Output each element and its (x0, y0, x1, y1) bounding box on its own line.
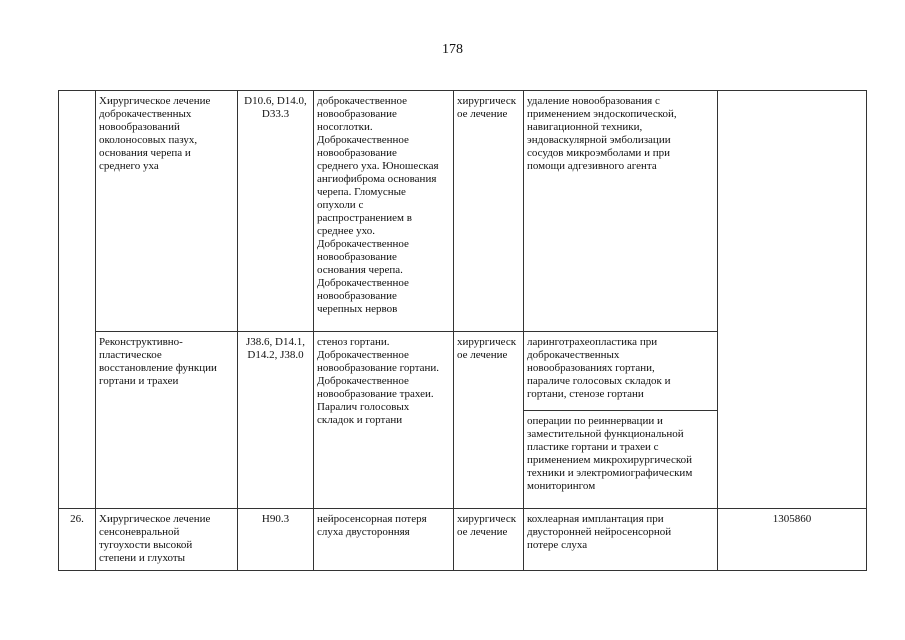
price-cell: 1305860 (718, 509, 867, 571)
name-cell: Реконструктивно- пластическое восстановление функции гортани и трахеи (96, 332, 238, 509)
codes-cell: H90.3 (238, 509, 314, 571)
table-row (59, 509, 867, 571)
method-cell: операции по реиннервации и заместительной функциональной пластике гортани и трахеи с применением микрохирургической техники и электромиографическим мониторингом (524, 411, 718, 509)
model-cell: нейросенсорная потеря слуха двусторонняя (314, 509, 454, 571)
services-table (58, 90, 867, 571)
method-cell: кохлеарная имплантация при двусторонней нейросенсорной потере слуха (524, 509, 718, 571)
page-number: 178 (442, 42, 463, 57)
table-row (59, 91, 867, 332)
name-cell: Хирургическое лечение доброкачественных новообразований околоносовых пазух, основания черепа и среднего уха (96, 91, 238, 332)
model-cell: стеноз гортани. Доброкачественное новообразование гортани. Доброкачественное новообразование трахеи. Паралич голосовых складок и гортани (314, 332, 454, 509)
name-cell: Хирургическое лечение сенсоневральной тугоухости высокой степени и глухоты (96, 509, 238, 571)
method-cell: удаление новообразования с применением эндоскопической, навигационной техники, эндоваскулярной эмболизации сосудов микроэмболами и при помощи адгезивного агента (524, 91, 718, 332)
row-number-cell: 26. (59, 509, 96, 571)
treatment-cell: хирургическ ое лечение (454, 509, 524, 571)
codes-cell: D10.6, D14.0, D33.3 (238, 91, 314, 332)
price-cell (718, 91, 867, 509)
treatment-cell: хирургическ ое лечение (454, 91, 524, 332)
method-cell: ларинготрахеопластика при доброкачественных новообразованиях гортани, параличе голосовых складок и гортани, стенозе гортани (524, 332, 718, 411)
row-number-cell (59, 91, 96, 509)
model-cell: доброкачественное новообразование носоглотки. Доброкачественное новообразование среднего уха. Юношеская ангиофиброма основания черепа. Гломусные опухоли с распространением в среднее ухо. Доброкачественное новообразование основания черепа. Доброкачественное новообразование черепных нервов (314, 91, 454, 332)
treatment-cell: хирургическ ое лечение (454, 332, 524, 509)
codes-cell: J38.6, D14.1, D14.2, J38.0 (238, 332, 314, 509)
